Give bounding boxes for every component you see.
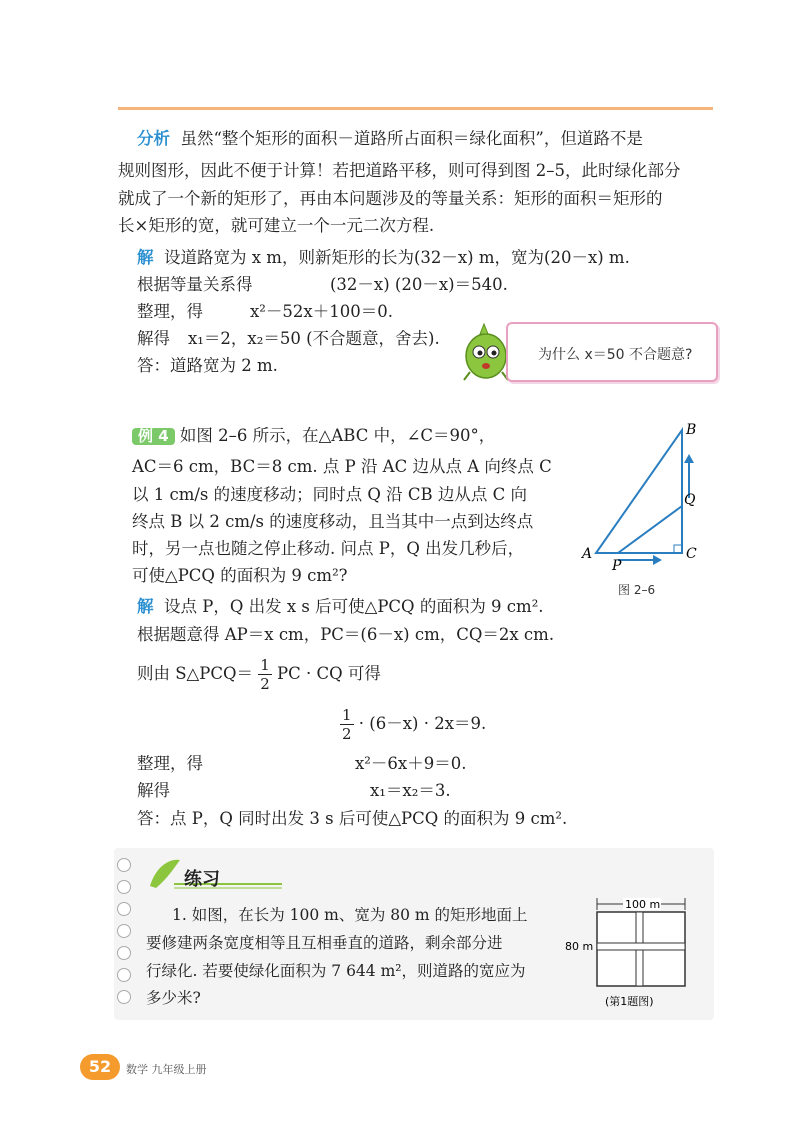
example4-line-3: 以 1 cm/s 的速度移动；同时点 Q 沿 CB 边从点 C 向 bbox=[132, 485, 528, 504]
label-a: A bbox=[582, 546, 593, 562]
analysis-line-3: 就成了一个新的矩形了，再由本问题涉及的等量关系：矩形的面积＝矩形的 bbox=[118, 189, 663, 208]
fig-top-label: 100 m bbox=[625, 898, 661, 911]
solution2-line-3 bbox=[137, 656, 381, 693]
arrow-q-head bbox=[684, 454, 694, 463]
solution2-line-6-eq: x₁＝x₂＝3. bbox=[370, 781, 451, 800]
practice-figure bbox=[565, 892, 705, 1012]
fig-caption: (第1题图) bbox=[605, 995, 654, 1008]
analysis-head: 分析 bbox=[137, 129, 170, 148]
example4-text-1: 如图 2–6 所示，在△ABC 中，∠C＝90°， bbox=[179, 426, 496, 445]
binder-ring bbox=[117, 946, 131, 960]
solution1-line-4-label: 解得 bbox=[137, 329, 170, 348]
solution1-line-3-label: 整理，得 bbox=[137, 302, 203, 321]
page-number: 52 bbox=[80, 1054, 120, 1080]
solution1-line-2-eq: (32－x) (20－x)＝540. bbox=[330, 275, 508, 294]
practice-title: 练习 bbox=[184, 869, 220, 890]
top-divider bbox=[118, 107, 713, 110]
binder-ring bbox=[117, 968, 131, 982]
fraction-1 bbox=[258, 656, 272, 693]
solution2-line-3-pre: 则由 S△PCQ＝ bbox=[137, 664, 253, 683]
binder-ring bbox=[117, 858, 131, 872]
fig-left-label: 80 m bbox=[565, 940, 594, 953]
fraction-1-den: 2 bbox=[260, 675, 270, 693]
example4-badge: 例 4 bbox=[132, 428, 175, 445]
tip-bubble bbox=[506, 322, 718, 382]
solution1-line-3-eq: x²－52x＋100＝0. bbox=[250, 302, 393, 321]
fraction-2 bbox=[340, 706, 354, 743]
fraction-2-num: 1 bbox=[342, 706, 352, 724]
triangle-abc bbox=[596, 430, 682, 553]
binder-ring bbox=[117, 924, 131, 938]
segment-pq bbox=[618, 506, 682, 553]
practice-q1-line-2: 要修建两条宽度相等且互相垂直的道路，剩余部分进 bbox=[146, 934, 503, 952]
label-b: B bbox=[686, 422, 697, 438]
solution1-answer: 答：道路宽为 2 m. bbox=[137, 356, 278, 375]
solution1-head: 解 bbox=[137, 248, 154, 267]
solution1-line-2-label: 根据等量关系得 bbox=[137, 275, 253, 294]
right-angle-mark bbox=[674, 545, 682, 553]
solution1-text-1: 设道路宽为 x m，则新矩形的长为(32－x) m，宽为(20－x) m. bbox=[164, 248, 630, 267]
binder-ring bbox=[117, 990, 131, 1004]
solution1-line-1 bbox=[137, 250, 630, 267]
tip-text: 为什么 x＝50 不合题意? bbox=[538, 347, 693, 363]
figure-2-6 bbox=[578, 418, 708, 608]
solution2-line-5-eq: x²－6x＋9＝0. bbox=[355, 754, 467, 773]
solution2-line-2: 根据题意得 AP＝x cm，PC＝(6－x) cm，CQ＝2x cm. bbox=[137, 625, 555, 644]
solution2-line-1 bbox=[137, 599, 544, 616]
solution2-line-5-label: 整理，得 bbox=[137, 754, 203, 773]
binder-ring bbox=[117, 880, 131, 894]
analysis-text-1: 虽然“整个矩形的面积－道路所占面积＝绿化面积”，但道路不是 bbox=[180, 129, 643, 148]
footer-text: 数学 九年级上册 bbox=[126, 1063, 207, 1076]
solution2-answer: 答：点 P，Q 同时出发 3 s 后可使△PCQ 的面积为 9 cm². bbox=[137, 809, 568, 828]
analysis-line-2: 规则图形，因此不便于计算！若把道路平移，则可得到图 2–5，此时绿化部分 bbox=[118, 161, 681, 180]
practice-q1-line-4: 多少米? bbox=[146, 989, 201, 1007]
solution2-line-3-post: PC · CQ 可得 bbox=[277, 664, 381, 683]
solution1-line-4-eq: x₁＝2，x₂＝50 (不合题意，舍去). bbox=[188, 329, 440, 348]
binder-ring bbox=[117, 902, 131, 916]
label-p: P bbox=[612, 558, 622, 574]
practice-q1-line-1: 1. 如图，在长为 100 m、宽为 80 m 的矩形地面上 bbox=[172, 906, 528, 924]
analysis-line-4: 长×矩形的宽，就可建立一个一元二次方程. bbox=[118, 216, 435, 235]
fraction-2-den: 2 bbox=[342, 725, 352, 743]
figure-caption: 图 2–6 bbox=[618, 583, 656, 597]
solution2-eq bbox=[340, 706, 486, 743]
solution2-text-1: 设点 P，Q 出发 x s 后可使△PCQ 的面积为 9 cm². bbox=[164, 597, 544, 616]
example4-line-6: 可使△PCQ 的面积为 9 cm²? bbox=[132, 566, 348, 585]
label-q: Q bbox=[684, 492, 696, 508]
solution2-eq-text: · (6－x) · 2x＝9. bbox=[358, 714, 487, 733]
solution2-line-6-label: 解得 bbox=[137, 781, 170, 800]
label-c: C bbox=[686, 546, 697, 562]
analysis-line-1 bbox=[137, 131, 643, 148]
arrow-p-head bbox=[653, 555, 662, 565]
example4-line-5: 时，另一点也随之停止移动. 问点 P，Q 出发几秒后， bbox=[132, 539, 525, 558]
practice-q1-line-3: 行绿化. 若要使绿化面积为 7 644 m²，则道路的宽应为 bbox=[146, 962, 526, 980]
solution2-head: 解 bbox=[137, 597, 154, 616]
example4-line-2: AC＝6 cm，BC＝8 cm. 点 P 沿 AC 边从点 A 向终点 C bbox=[132, 457, 552, 476]
example4-line-4: 终点 B 以 2 cm/s 的速度移动，且当其中一点到达终点 bbox=[132, 512, 534, 531]
example4-line-1 bbox=[132, 428, 495, 445]
fraction-1-num: 1 bbox=[260, 656, 270, 674]
